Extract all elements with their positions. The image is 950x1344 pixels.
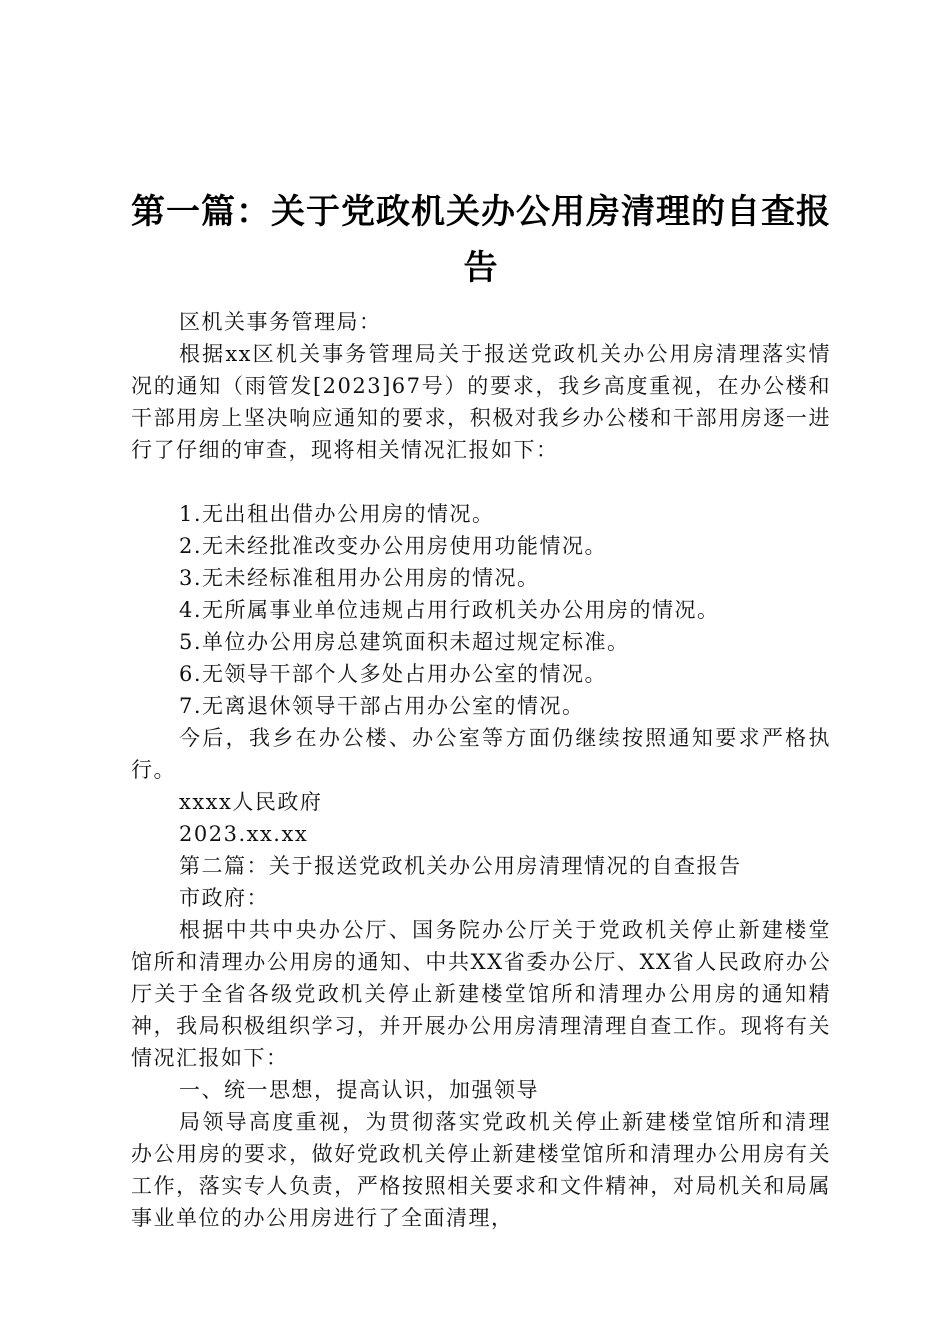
list-item: 7.无离退休领导干部占用办公室的情况。	[179, 694, 585, 718]
list-item: 1.无出租出借办公用房的情况。	[179, 502, 495, 526]
document-title: 第一篇：关于党政机关办公用房清理的自查报告	[131, 192, 831, 288]
list-item: 3.无未经标准租用办公用房的情况。	[179, 566, 540, 590]
list-item: 2.无未经批准改变办公用房使用功能情况。	[179, 534, 608, 558]
closing-paragraph: 今后，我乡在办公楼、办公室等方面仍继续按照通知要求严格执行。	[131, 726, 831, 782]
document-page	[131, 0, 831, 1234]
signature-organization: xxxx人民政府	[179, 790, 323, 814]
body-paragraph: 局领导高度重视，为贯彻落实党政机关停止新建楼堂馆所和清理办公用房的要求，做好党政机关停止新建楼堂馆所和清理办公用房有关工作，落实专人负责，严格按照相关要求和文件精神，对局机关和局属事业单位的办公用房进行了全面清理，	[131, 1110, 831, 1230]
section-heading: 第二篇：关于报送党政机关办公用房清理情况的自查报告	[179, 854, 742, 878]
list-item: 4.无所属事业单位违规占用行政机关办公用房的情况。	[179, 598, 720, 622]
body-paragraph: 根据中共中央办公厅、国务院办公厅关于党政机关停止新建楼堂馆所和清理办公用房的通知、中共XX省委办公厅、XX省人民政府办公厅关于全省各级党政机关停止新建楼堂馆所和清理办公用房的通知精神，我局积极组织学习，并开展办公用房清理清理自查工作。现将有关情况汇报如下：	[131, 918, 831, 1070]
salutation: 市政府：	[179, 886, 269, 910]
document-body	[131, 306, 831, 1234]
salutation: 区机关事务管理局：	[179, 310, 382, 334]
list-item: 6.无领导干部个人多处占用办公室的情况。	[179, 662, 608, 686]
signature-date: 2023.xx.xx	[179, 822, 309, 846]
subheading: 一、统一思想，提高认识，加强领导	[179, 1078, 539, 1102]
intro-paragraph: 根据xx区机关事务管理局关于报送党政机关办公用房清理落实情况的通知（雨管发[2023]67号）的要求，我乡高度重视，在办公楼和干部用房上坚决响应通知的要求，积极对我乡办公楼和干部用房逐一进行了仔细的审查，现将相关情况汇报如下：	[131, 342, 831, 462]
list-item: 5.单位办公用房总建筑面积未超过规定标准。	[179, 630, 630, 654]
